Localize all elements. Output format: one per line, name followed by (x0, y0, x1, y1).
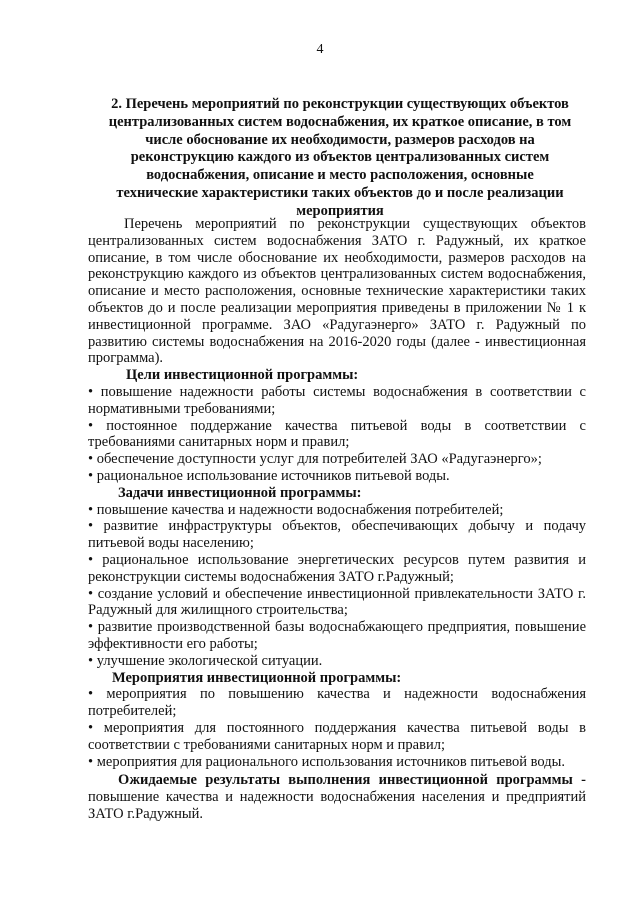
measures-heading: Мероприятия инвестиционной программы: (112, 669, 402, 686)
goals-heading: Цели инвестиционной программы: (126, 367, 359, 384)
list-item: • постоянное поддержание качества питьевой воды в соответствии с требованиями санитарных норм и правил; (88, 417, 586, 451)
list-item: • развитие производственной базы водоснабжающего предприятия, повышение эффективности его работы; (88, 619, 586, 652)
list-item: • мероприятия по повышению качества и надежности водоснабжения потребителей; (88, 686, 586, 720)
goals-list (88, 384, 586, 485)
list-item: • повышение надежности работы системы водоснабжения в соответствии с нормативными требованиями; (88, 383, 586, 417)
list-item: • мероприятия для рационального использования источников питьевой воды. (88, 753, 565, 770)
list-item: • улучшение экологической ситуации. (88, 652, 323, 669)
measures-list (88, 686, 586, 770)
list-item: • обеспечение доступности услуг для потребителей ЗАО «Радугаэнерго»; (88, 451, 542, 468)
expected-results-lead: Ожидаемые результаты выполнения инвестиционной программы - (118, 772, 586, 789)
list-item: • повышение качества и надежности водоснабжения потребителей; (88, 501, 504, 518)
expected-results-text: повышение качества и надежности водоснабжения населения и предприятий ЗАТО г.Радужный. (88, 789, 586, 822)
expected-results-paragraph (88, 772, 586, 822)
section-heading: 2. Перечень мероприятий по реконструкции существующих объектов централизованных систем водоснабжения, их краткое описание, в том числе обоснование их необходимости, размеров расходов на реконструкцию каждого из объектов централизованных систем водоснабжения, описание и место расположения, основные технические характеристики таких объектов до и после реализации мероприятия (108, 96, 572, 219)
list-item: • рациональное использование энергетических ресурсов путем развития и реконструкции системы водоснабжения ЗАТО г.Радужный; (88, 551, 586, 585)
list-item: • рациональное использование источников питьевой воды. (88, 467, 450, 484)
list-item: • мероприятия для постоянного поддержания качества питьевой воды в соответствии с требованиями санитарных норм и правил; (88, 719, 586, 753)
list-item: • создание условий и обеспечение инвестиционной привлекательности ЗАТО г. Радужный для жилищного строительства; (88, 585, 586, 619)
document-body (88, 216, 586, 823)
list-item: • развитие инфраструктуры объектов, обеспечивающих добычу и подачу питьевой воды населению; (88, 518, 586, 552)
tasks-heading: Задачи инвестиционной программы: (118, 484, 362, 501)
tasks-list (88, 502, 586, 670)
page-number: 4 (316, 42, 324, 57)
intro-paragraph: Перечень мероприятий по реконструкции существующих объектов централизованных систем водоснабжения ЗАТО г. Радужный, их краткое описание, в том числе обоснование их необходимости, размеров расходов на реконструкцию каждого из объектов централизованных систем водоснабжения, описание и место расположения, основные технические характеристики таких объектов до и после реализации мероприятия приведены в приложении № 1 к инвестиционной программе. ЗАО «Радугаэнерго» ЗАТО г. Радужный по развитию системы водоснабжения на 2016-2020 годы (далее - инвестиционная программа). (88, 216, 586, 367)
